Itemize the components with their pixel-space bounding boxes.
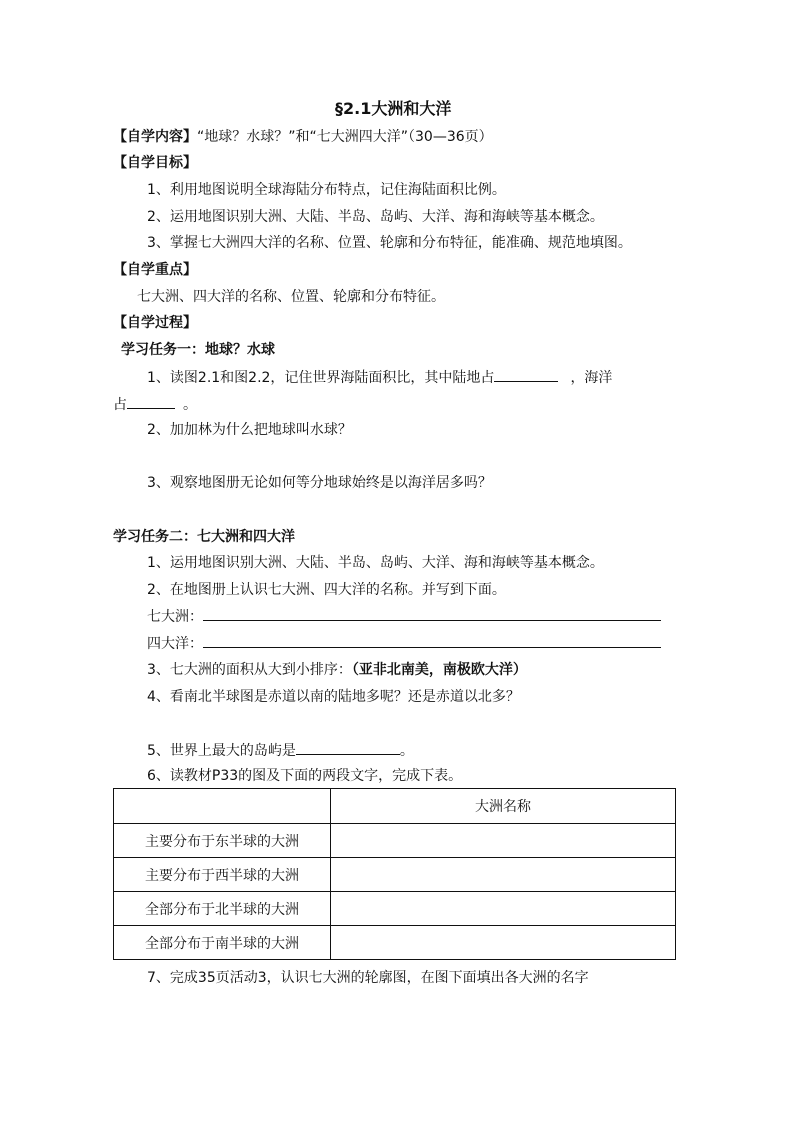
table-answer-cell[interactable] <box>331 926 676 960</box>
ocean-ratio-blank[interactable] <box>127 394 175 409</box>
table-row-label: 主要分布于西半球的大洲 <box>114 858 331 892</box>
focus-text: 七大洲、四大洋的名称、位置、轮廓和分布特征。 <box>137 289 445 305</box>
table-answer-cell[interactable] <box>331 858 676 892</box>
task2-q4: 4、看南北半球图是赤道以南的陆地多呢？还是赤道以北多？ <box>147 689 520 705</box>
table-row <box>114 858 676 892</box>
land-ratio-blank[interactable] <box>494 367 558 382</box>
task2-q5-text: 5、世界上最大的岛屿是 <box>147 743 296 759</box>
continents-label: 七大洲： <box>147 609 203 625</box>
task2-q5 <box>147 740 414 761</box>
continents-blank[interactable] <box>203 606 661 621</box>
content-label: 【自学内容】 <box>113 129 197 145</box>
task2-q3 <box>147 660 527 680</box>
task1-q3: 3、观察地图册无论如何等分地球始终是以海洋居多吗？ <box>147 475 492 491</box>
goal-item: 3、掌握七大洲四大洋的名称、位置、轮廓和分布特征，能准确、规范地填图。 <box>147 235 632 251</box>
table-row-label: 全部分布于南半球的大洲 <box>114 926 331 960</box>
content-text: “地球？水球？”和“七大洲四大洋”（30—36页） <box>197 129 493 145</box>
task2-title: 学习任务二：七大洲和四大洋 <box>113 529 295 545</box>
goals-label: 【自学目标】 <box>113 155 197 171</box>
task2-q5-text2: 。 <box>399 743 414 759</box>
table-row-label: 全部分布于北半球的大洲 <box>114 892 331 926</box>
table-row <box>114 824 676 858</box>
table-answer-cell[interactable] <box>331 892 676 926</box>
page-title: §2.1大洲和大洋 <box>335 99 452 118</box>
task2-q7: 7、完成35页活动3，认识七大洲的轮廓图，在图下面填出各大洲的名字 <box>147 970 589 986</box>
goal-item: 2、运用地图识别大洲、大陆、半岛、岛屿、大洋、海和海峡等基本概念。 <box>147 209 604 225</box>
focus-label: 【自学重点】 <box>113 262 197 278</box>
table-header-cell <box>114 789 331 824</box>
continent-table <box>113 788 676 960</box>
goal-item: 1、利用地图说明全球海陆分布特点，记住海陆面积比例。 <box>147 182 506 198</box>
table-header-cell: 大洲名称 <box>331 789 676 824</box>
task1-q1-cont <box>113 394 197 415</box>
task1-q1-text4: 。 <box>183 397 197 413</box>
task1-title: 学习任务一：地球？水球 <box>121 342 275 358</box>
continents-row <box>147 606 661 627</box>
task2-q3-text: 3、七大洲的面积从大到小排序： <box>147 662 352 678</box>
task1-q1-text2: ，海洋 <box>570 370 613 386</box>
oceans-label: 四大洋： <box>147 636 203 652</box>
content-row <box>113 127 493 147</box>
table-header-row <box>114 789 676 824</box>
table-row <box>114 926 676 960</box>
oceans-row <box>147 633 661 654</box>
process-label: 【自学过程】 <box>113 315 197 331</box>
task1-q2: 2、加加林为什么把地球叫水球？ <box>147 422 352 438</box>
table-row-label: 主要分布于东半球的大洲 <box>114 824 331 858</box>
task2-q2: 2、在地图册上认识七大洲、四大洋的名称。并写到下面。 <box>147 582 506 598</box>
task2-q3-hint: （亚非北南美，南极欧大洋） <box>351 662 527 678</box>
task1-q1-text: 1、读图2.1和图2.2，记住世界海陆面积比，其中陆地占 <box>147 370 495 386</box>
table-row <box>114 892 676 926</box>
task1-q1 <box>147 367 612 388</box>
task2-q6: 6、读教材P33的图及下面的两段文字，完成下表。 <box>147 768 463 784</box>
task2-q1: 1、运用地图识别大洲、大陆、半岛、岛屿、大洋、海和海峡等基本概念。 <box>147 555 604 571</box>
oceans-blank[interactable] <box>203 633 661 648</box>
largest-island-blank[interactable] <box>296 740 400 755</box>
task1-q1-text3: 占 <box>113 397 127 413</box>
table-answer-cell[interactable] <box>331 824 676 858</box>
